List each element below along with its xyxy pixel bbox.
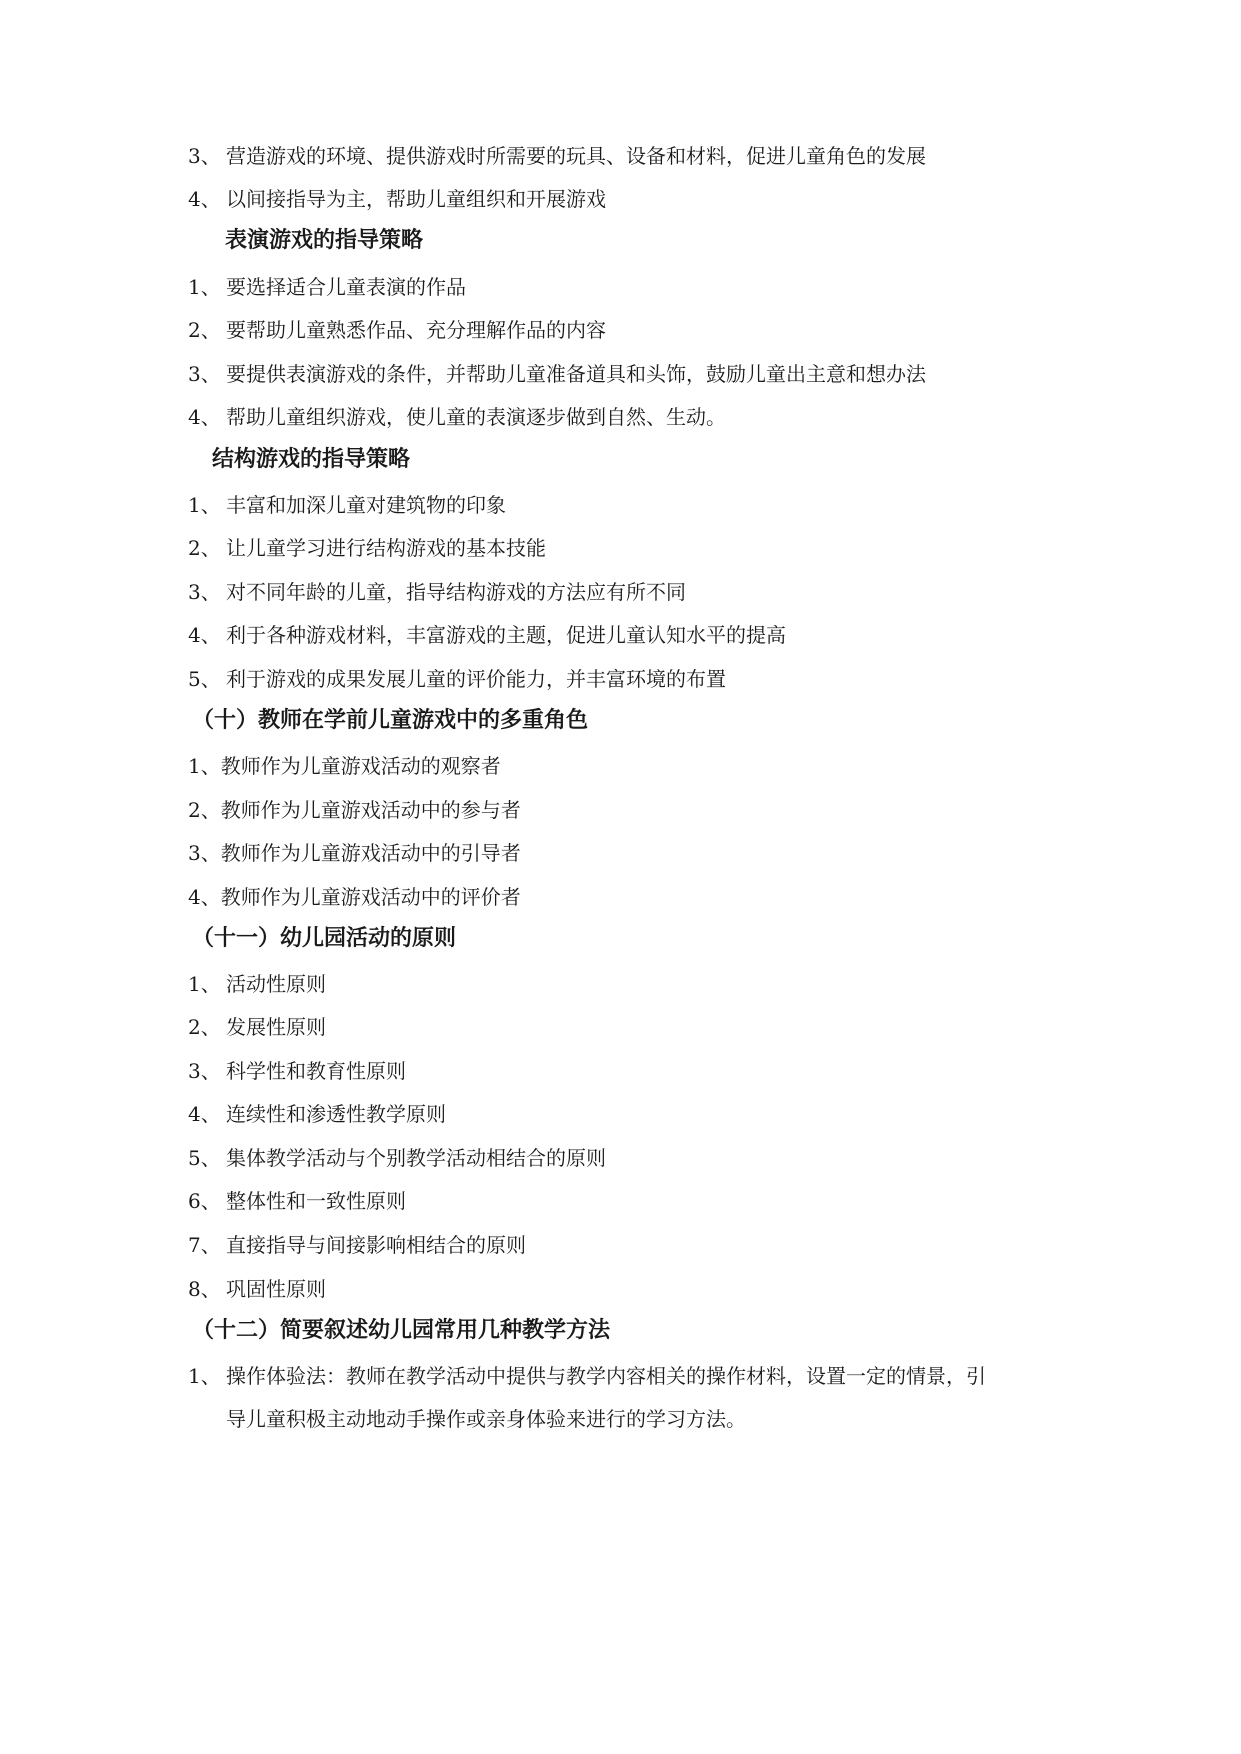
list-number: 1、 [188, 493, 221, 517]
list-item [188, 883, 521, 911]
list-item [188, 839, 521, 867]
list-text: 巩固性原则 [226, 1277, 326, 1301]
list-text: 操作体验法：教师在教学活动中提供与教学内容相关的操作材料，设置一定的情景，引 [226, 1364, 986, 1388]
list-text: 活动性原则 [226, 972, 326, 996]
list-item [188, 403, 726, 431]
list-text: 利于游戏的成果发展儿童的评价能力，并丰富环境的布置 [226, 667, 726, 691]
list-text: 教师作为儿童游戏活动的观察者 [220, 754, 501, 778]
list-number: 7、 [188, 1233, 221, 1257]
list-text: 直接指导与间接影响相结合的原则 [226, 1233, 526, 1257]
list-number: 2、 [188, 536, 221, 560]
list-number: 4、 [188, 623, 221, 647]
list-number: 3、 [188, 362, 221, 386]
list-item [188, 578, 686, 606]
list-text: 教师作为儿童游戏活动中的参与者 [220, 798, 521, 822]
list-number: 4、 [188, 187, 221, 211]
list-item [188, 273, 466, 301]
list-number: 2、 [188, 1015, 221, 1039]
list-number: 4、 [188, 1102, 221, 1126]
list-number: 3、 [188, 1059, 221, 1083]
list-item [188, 752, 501, 780]
list-text: 发展性原则 [226, 1015, 326, 1039]
section-12-title: （十二）简要叙述幼儿园常用几种教学方法 [192, 1318, 611, 1343]
list-text: 教师作为儿童游戏活动中的引导者 [220, 841, 521, 865]
list-item [188, 491, 506, 519]
list-number: 2、 [188, 318, 221, 342]
performance-guidance-heading: 表演游戏的指导策略 [225, 228, 424, 253]
list-number: 8、 [188, 1277, 221, 1301]
list-number: 3、 [188, 580, 221, 604]
list-text: 整体性和一致性原则 [226, 1189, 406, 1213]
list-item-continuation: 导儿童积极主动地动手操作或亲身体验来进行的学习方法。 [226, 1407, 746, 1431]
list-number: 1、 [188, 275, 221, 299]
list-item [188, 1362, 986, 1390]
list-item [188, 796, 521, 824]
list-item [188, 621, 786, 649]
list-text: 营造游戏的环境、提供游戏时所需要的玩具、设备和材料，促进儿童角色的发展 [226, 144, 926, 168]
list-text: 要帮助儿童熟悉作品、充分理解作品的内容 [226, 318, 606, 342]
list-text: 帮助儿童组织游戏，使儿童的表演逐步做到自然、生动。 [226, 405, 726, 429]
list-number: 4、 [188, 885, 221, 909]
list-number: 3、 [188, 841, 221, 865]
list-item [188, 1013, 326, 1041]
section-10-title: （十）教师在学前儿童游戏中的多重角色 [192, 708, 589, 733]
list-text: 以间接指导为主，帮助儿童组织和开展游戏 [226, 187, 606, 211]
list-number: 1、 [188, 754, 221, 778]
list-number: 1、 [188, 972, 221, 996]
list-text: 连续性和渗透性教学原则 [226, 1102, 446, 1126]
list-text: 要选择适合儿童表演的作品 [226, 275, 466, 299]
list-item [188, 1187, 406, 1215]
list-item [188, 665, 726, 693]
list-text: 利于各种游戏材料，丰富游戏的主题，促进儿童认知水平的提高 [226, 623, 786, 647]
list-item [188, 1231, 526, 1259]
list-text: 对不同年龄的儿童，指导结构游戏的方法应有所不同 [226, 580, 686, 604]
list-text: 丰富和加深儿童对建筑物的印象 [226, 493, 506, 517]
list-text: 教师作为儿童游戏活动中的评价者 [220, 885, 521, 909]
list-item [188, 1144, 606, 1172]
list-item [188, 316, 606, 344]
list-item [188, 360, 926, 388]
list-item [188, 970, 326, 998]
structure-guidance-heading: 结构游戏的指导策略 [212, 447, 411, 472]
list-item [188, 185, 606, 213]
list-text: 让儿童学习进行结构游戏的基本技能 [226, 536, 546, 560]
list-number: 5、 [188, 1146, 221, 1170]
list-number: 6、 [188, 1189, 221, 1213]
list-number: 3、 [188, 144, 221, 168]
list-text: 集体教学活动与个别教学活动相结合的原则 [226, 1146, 606, 1170]
list-item [188, 142, 926, 170]
list-item [188, 1057, 406, 1085]
list-item [188, 534, 546, 562]
list-number: 2、 [188, 798, 221, 822]
list-item [188, 1275, 326, 1303]
list-number: 1、 [188, 1364, 221, 1388]
list-number: 5、 [188, 667, 221, 691]
list-number: 4、 [188, 405, 221, 429]
section-11-title: （十一）幼儿园活动的原则 [192, 926, 457, 951]
list-item [188, 1100, 446, 1128]
list-text: 科学性和教育性原则 [226, 1059, 406, 1083]
list-text: 要提供表演游戏的条件，并帮助儿童准备道具和头饰，鼓励儿童出主意和想办法 [226, 362, 926, 386]
